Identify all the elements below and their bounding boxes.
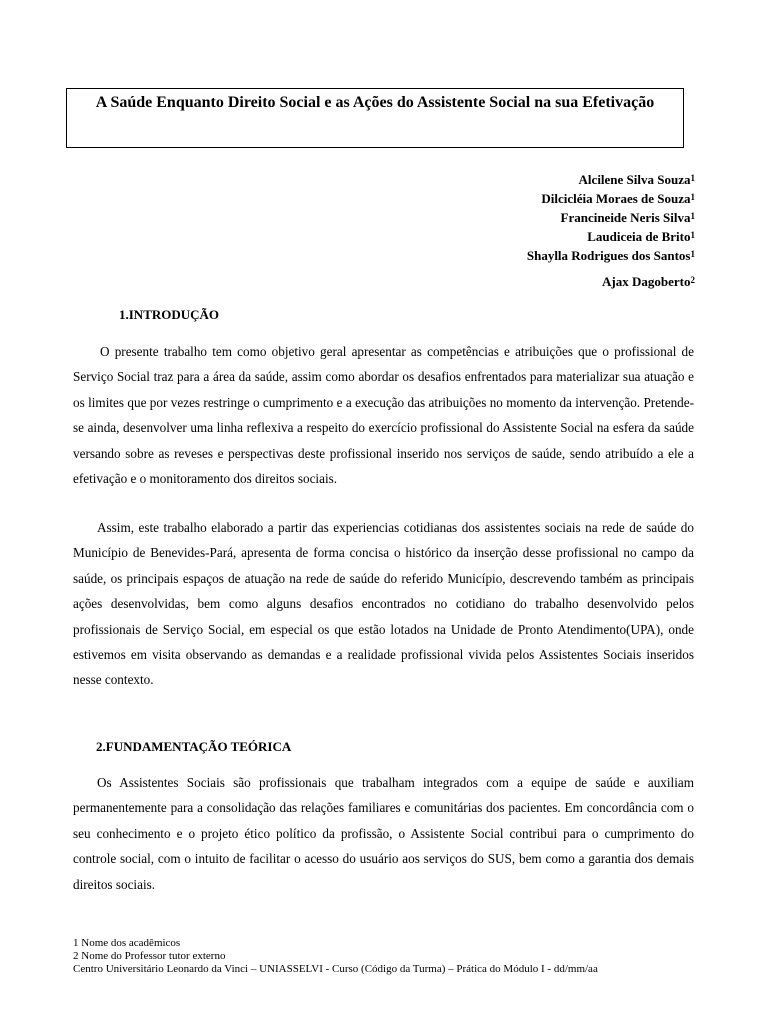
document-title: A Saúde Enquanto Direito Social e as Ações do Assistente Social na sua Efetivação <box>95 94 655 111</box>
author-list <box>527 170 695 265</box>
footer-institution: Centro Universitário Leonardo da Vinci – UNIASSELVI - Curso (Código da Turma) – Prática do Módulo I - dd/mm/aa <box>73 963 598 975</box>
section-heading-theory: 2.FUNDAMENTAÇÃO TEÓRICA <box>96 739 292 754</box>
author-name: Laudiceia de Brito$^1$ <box>587 229 695 244</box>
title-box <box>66 88 684 148</box>
footnotes <box>73 937 598 976</box>
footnote: 1 Nome dos acadêmicos <box>73 937 181 949</box>
footnote: 2 Nome do Professor tutor externo <box>73 950 226 962</box>
paragraph: O presente trabalho tem como objetivo geral apresentar as competências e atribuições que o profissional de Serviço Social traz para a área da saúde, assim como abordar os desafios enfrentados para materializar sua atuação e os limites que por vezes restringe o cumprimento e a execução das atribuições no momento da intervenção. Pretende-se ainda, desenvolver uma linha reflexiva a respeito do exercício profissional do Assistente Social na esfera da saúde versando sobre as reveses e perspectivas deste profissional inserido nos serviços de saúde, sendo atribuído a ele a efetivação e o monitoramento dos direitos sociais. <box>73 344 694 487</box>
author-name: Dilcicléia Moraes de Souza$^1$ <box>541 191 695 206</box>
paragraph: Assim, este trabalho elaborado a partir das experiencias cotidianas dos assistentes sociais na rede de saúde do Município de Benevides-Pará, apresenta de forma concisa o histórico da inserção desse profissional no campo da saúde, os principais espaços de atuação na rede de saúde do referido Município, descrevendo também as principais ações desenvolvidas, bem como alguns desafios encontrados no cotidiano do trabalho desenvolvido pelos profissionais de Serviço Social, em especial os que estão lotados na Unidade de Pronto Atendimento(UPA), onde estivemos em visita observando as demandas e a realidade profissional vivida pelos Assistentes Sociais inseridos nesse contexto. <box>73 520 694 688</box>
author-name: Alcilene Silva Souza$^1$ <box>578 172 695 187</box>
section-heading-introduction: 1.INTRODUÇÃO <box>119 307 220 322</box>
tutor-name: Ajax Dagoberto$^2$ <box>602 274 695 289</box>
paragraph: Os Assistentes Sociais são profissionais que trabalham integrados com a equipe de saúde e auxiliam permanentemente para a consolidação das relações familiares e comunitárias dos pacientes. Em concordância com o seu conhecimento e o projeto ético político da profissão, o Assistente Social contribui para o cumprimento do controle social, com o intuito de facilitar o acesso do usuário aos serviços do SUS, bem como a garantia dos demais direitos sociais. <box>73 775 694 892</box>
author-name: Shaylla Rodrigues dos Santos$^1$ <box>526 248 695 263</box>
author-name: Francineide Neris Silva$^1$ <box>560 210 695 225</box>
